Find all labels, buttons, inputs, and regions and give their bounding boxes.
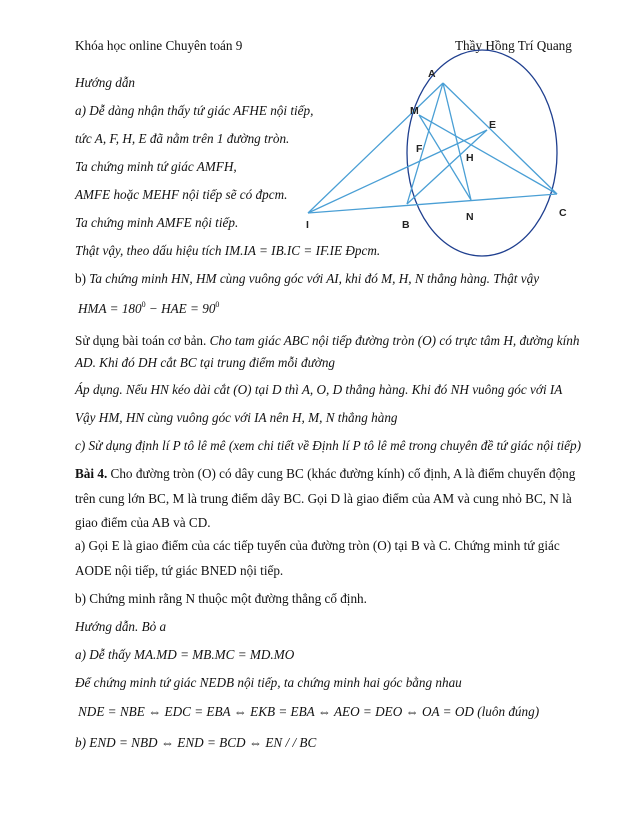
text-line: trên cung lớn BC, M là trung điểm dây BC. Gọi D là giao điểm của AM và cung nhỏ BC, N là	[75, 491, 572, 506]
text-line: Áp dụng. Nếu HN kéo dài cắt (O) tại D thì A, O, D thẳng hàng. Khi đó NH vuông góc với IA	[75, 382, 563, 397]
line-ie	[308, 130, 487, 213]
formula-parallel: b) END = NBD ⇔ END = BCD ⇔ EN / / BC	[75, 735, 317, 750]
label-e: E	[489, 119, 497, 131]
text-line	[75, 271, 539, 287]
label-n: N	[466, 211, 474, 223]
guide-heading: Hướng dẫn	[75, 75, 136, 90]
part-text: Ta chứng minh HN, HM cùng vuông góc với AI, khi đó M, H, N thẳng hàng. Thật vậy	[89, 271, 540, 286]
text-line: a) Gọi E là giao điểm của các tiếp tuyến của đường tròn (O) tại B và C. Chứng minh tứ giác	[75, 538, 560, 553]
guide-heading-2: Hướng dẫn. Bỏ a	[75, 619, 167, 634]
text-line: AD. Khi đó DH cắt BC tại trung điểm mỗi đường	[75, 355, 336, 370]
text-line: Ta chứng minh AMFE nội tiếp.	[75, 215, 239, 230]
line-ic	[308, 194, 557, 213]
circle-o	[407, 50, 557, 256]
text-line: Sử dụng bài toán cơ bản. Cho tam giác ABC nội tiếp đường tròn (O) có trực tâm H, đường kính	[75, 333, 580, 348]
text-line: AODE nội tiếp, tứ giác BNED nội tiếp.	[75, 563, 284, 578]
problem-4: Bài 4. Cho đường tròn (O) có dây cung BC (khác đường kính) cố định, A là điểm chuyển động	[75, 466, 576, 481]
label-b: B	[402, 219, 410, 231]
text-line: tức A, F, H, E đã nằm trên 1 đường tròn.	[75, 131, 290, 146]
line-ia	[308, 83, 443, 213]
line-an	[443, 83, 471, 200]
text-line: AMFE hoặc MEHF nội tiếp sẽ có đpcm.	[75, 187, 288, 202]
label-h: H	[466, 152, 474, 164]
problem-title: Bài 4.	[75, 466, 108, 481]
text-line: c) Sử dụng định lí P tô lê mê (xem chi tiết về Định lí P tô lê mê trong chuyên đề tứ giác nội tiếp)	[75, 438, 581, 453]
label-f: F	[416, 143, 423, 155]
line-be	[407, 130, 487, 204]
part-prefix: b)	[75, 271, 90, 286]
text-line: a) Dễ thấy MA.MD = MB.MC = MD.MO	[75, 647, 295, 662]
label-c: C	[559, 207, 567, 219]
text-line: Thật vậy, theo dấu hiệu tích IM.IA = IB.IC = IF.IE Đpcm.	[75, 243, 381, 258]
label-a: A	[428, 68, 436, 80]
text-line: Để chứng minh tứ giác NEDB nội tiếp, ta chứng minh hai góc bằng nhau	[75, 675, 462, 690]
text-line: a) Dễ dàng nhận thấy tứ giác AFHE nội tiếp,	[75, 103, 314, 118]
header-right: Thầy Hồng Trí Quang	[455, 38, 572, 53]
label-m: M	[410, 105, 419, 117]
text-line: b) Chứng minh rằng N thuộc một đường thẳng cố định.	[75, 591, 367, 606]
text-line: giao điểm của AB và CD.	[75, 515, 211, 530]
text-line: Vậy HM, HN cùng vuông góc với IA nên H, M, N thẳng hàng	[75, 410, 398, 425]
text-line: Ta chứng minh tứ giác AMFH,	[75, 159, 237, 174]
header-left: Khóa học online Chuyên toán 9	[75, 38, 243, 53]
formula-angle: HMA = $180^0$ − HAE = $90^0$	[78, 300, 220, 316]
formula-equivalences: NDE = NBE ⇔ EDC = EBA ⇔ EKB = EBA ⇔ AEO = DEO ⇔ OA = OD (luôn đúng)	[78, 704, 540, 719]
label-i: I	[306, 219, 309, 231]
